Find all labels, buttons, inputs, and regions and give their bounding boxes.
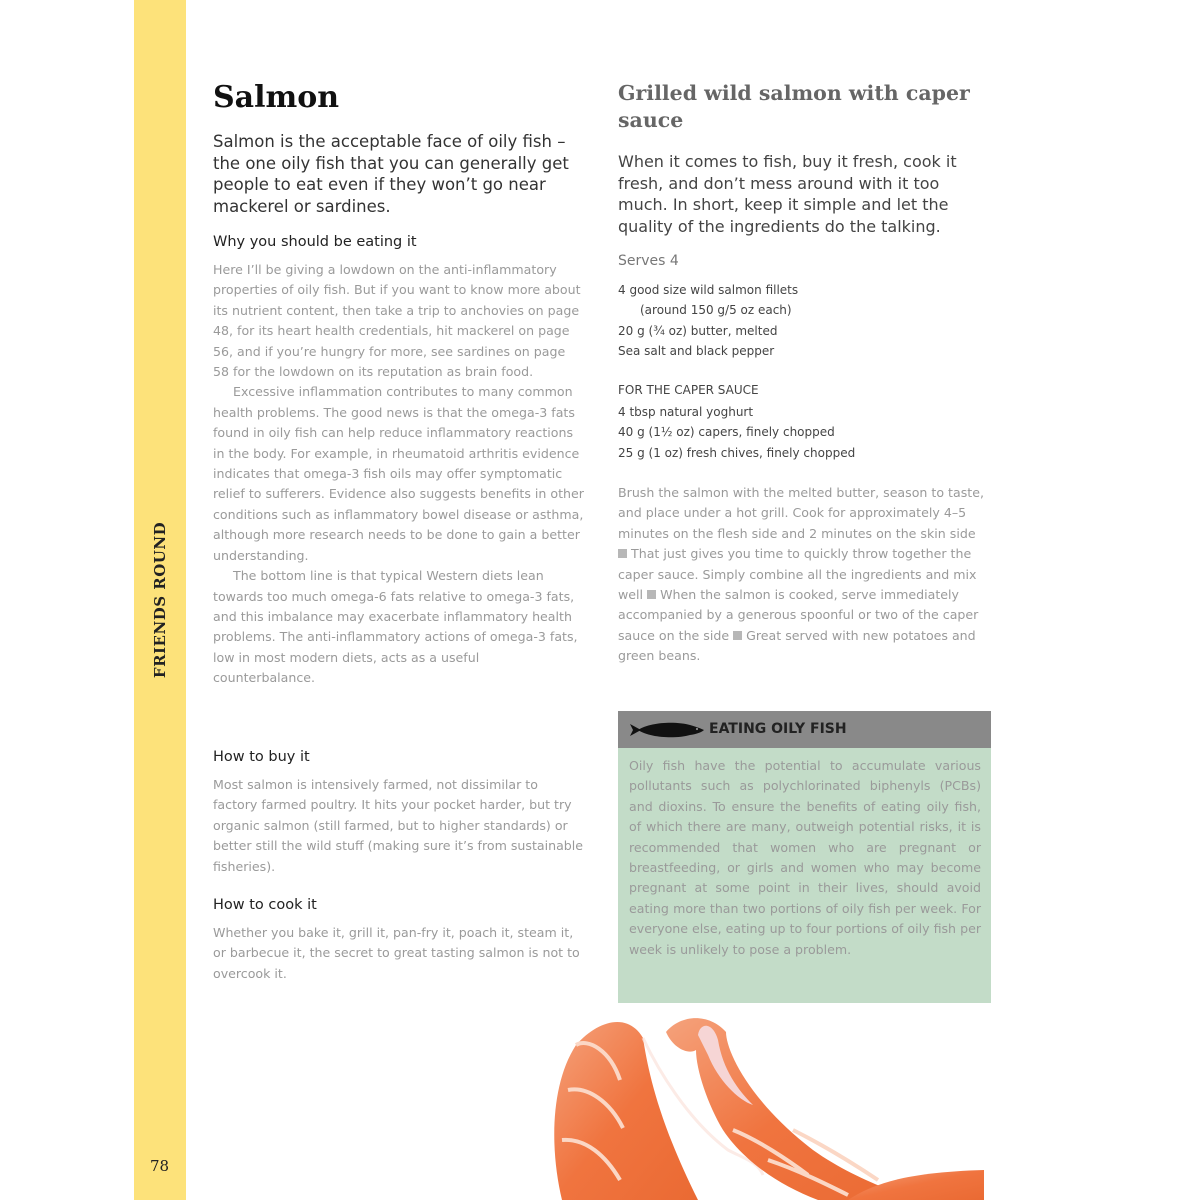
buy-heading: How to buy it [213, 749, 310, 765]
callout-header [618, 711, 991, 748]
method-step: Brush the salmon with the melted butter, season to taste, and place under a hot grill. Cook for approximately 4–5 minutes on the flesh side and 2 minutes on the skin side [618, 485, 984, 541]
method-step: Great served with new potatoes and green beans. [618, 627, 976, 664]
callout-heading: EATING OILY FISH [709, 721, 847, 737]
ingredient-item: 4 good size wild salmon fillets [618, 283, 799, 297]
recipe-title: Grilled wild salmon with caper sauce [618, 81, 970, 132]
page-number: 78 [150, 1157, 170, 1175]
cook-body: Whether you bake it, grill it, pan-fry it, poach it, steam it, or barbecue it, the secret to great tasting salmon is not to overcook it. [213, 925, 580, 981]
callout-body: Oily fish have the potential to accumulate various pollutants such as polychlorinated biphenyls (PCBs) and dioxins. To ensure the benefits of eating oily fish, of which there are many, outweigh potential risks, it is recommended that women who are pregnant or breastfeeding, or girls and women who may become pregnant at some point in their lives, should avoid eating more than two portions of oily fish per week. For everyone else, eating up to four portions of oily fish per week is unlikely to pose a problem. [618, 748, 991, 1003]
ingredient-item: 40 g (1½ oz) capers, finely chopped [618, 425, 835, 440]
salmon-fillet-image [548, 1010, 984, 1200]
step-separator-icon [647, 590, 656, 599]
ingredient-item: 25 g (1 oz) fresh chives, finely chopped [618, 445, 856, 460]
serves-label: Serves 4 [618, 253, 679, 269]
buy-body: Most salmon is intensively farmed, not dissimilar to factory farmed poultry. It hits your pocket harder, but try organic salmon (still farmed, but to higher standards) or better still the wild stuff (making sure it’s from sustainable fisheries). [213, 777, 584, 874]
step-separator-icon [733, 631, 742, 640]
fish-icon [628, 720, 706, 740]
page-title: Salmon [213, 80, 340, 115]
ingredient-item: Sea salt and black pepper [618, 344, 775, 359]
why-body [213, 260, 585, 689]
method-step: That just gives you time to quickly throw together the caper sauce. Simply combine all the ingredients and mix well [618, 546, 977, 603]
ingredient-item: (around 150 g/5 oz each) [640, 303, 792, 318]
why-paragraph: The bottom line is that typical Western diets lean towards too much omega-6 fats relative to omega-3 fats, and this imbalance may exacerbate inflammatory health problems. The anti-inflammatory actions of omega-3 fats, low in most modern diets, acts as a useful counterbalance. [213, 568, 578, 686]
ingredient-item: 4 tbsp natural yoghurt [618, 405, 754, 419]
sauce-ingredient-list [618, 402, 855, 463]
intro-text: Salmon is the acceptable face of oily fish – the one oily fish that you can generally get people to eat even if they won’t go near mackerel or sardines. [213, 132, 569, 216]
method-step: When the salmon is cooked, serve immediately accompanied by a generous spoonful or two of the caper sauce on the side [618, 587, 979, 643]
sauce-heading: FOR THE CAPER SAUCE [618, 383, 759, 397]
step-separator-icon [618, 549, 627, 558]
recipe-intro: When it comes to fish, buy it fresh, cook it fresh, and don’t mess around with it too much. In short, keep it simple and let the quality of the ingredients do the talking. [618, 152, 957, 236]
method-text [618, 483, 986, 667]
why-paragraph: Here I’ll be giving a lowdown on the anti-inflammatory properties of oily fish. But if you want to know more about its nutrient content, then take a trip to anchovies on page 48, for its heart health credentials, hit mackerel on page 56, and if you’re hungry for more, see sardines on page 58 for the lowdown on its reputation as brain food. [213, 262, 581, 380]
section-label: FRIENDS ROUND [151, 521, 169, 679]
why-paragraph: Excessive inflammation contributes to many common health problems. The good news is that the omega-3 fats found in oily fish can help reduce inflammatory reactions in the body. For example, in rheumatoid arthritis evidence indicates that omega-3 fish oils may offer symptomatic relief to sufferers. Evidence also suggests benefits in other conditions such as inflammatory bowel disease or asthma, although more research needs to be done to gain a better understanding. [213, 384, 584, 563]
ingredient-list [618, 280, 798, 362]
ingredient-item: 20 g (¾ oz) butter, melted [618, 323, 778, 338]
cook-heading: How to cook it [213, 897, 317, 913]
why-heading: Why you should be eating it [213, 234, 417, 250]
